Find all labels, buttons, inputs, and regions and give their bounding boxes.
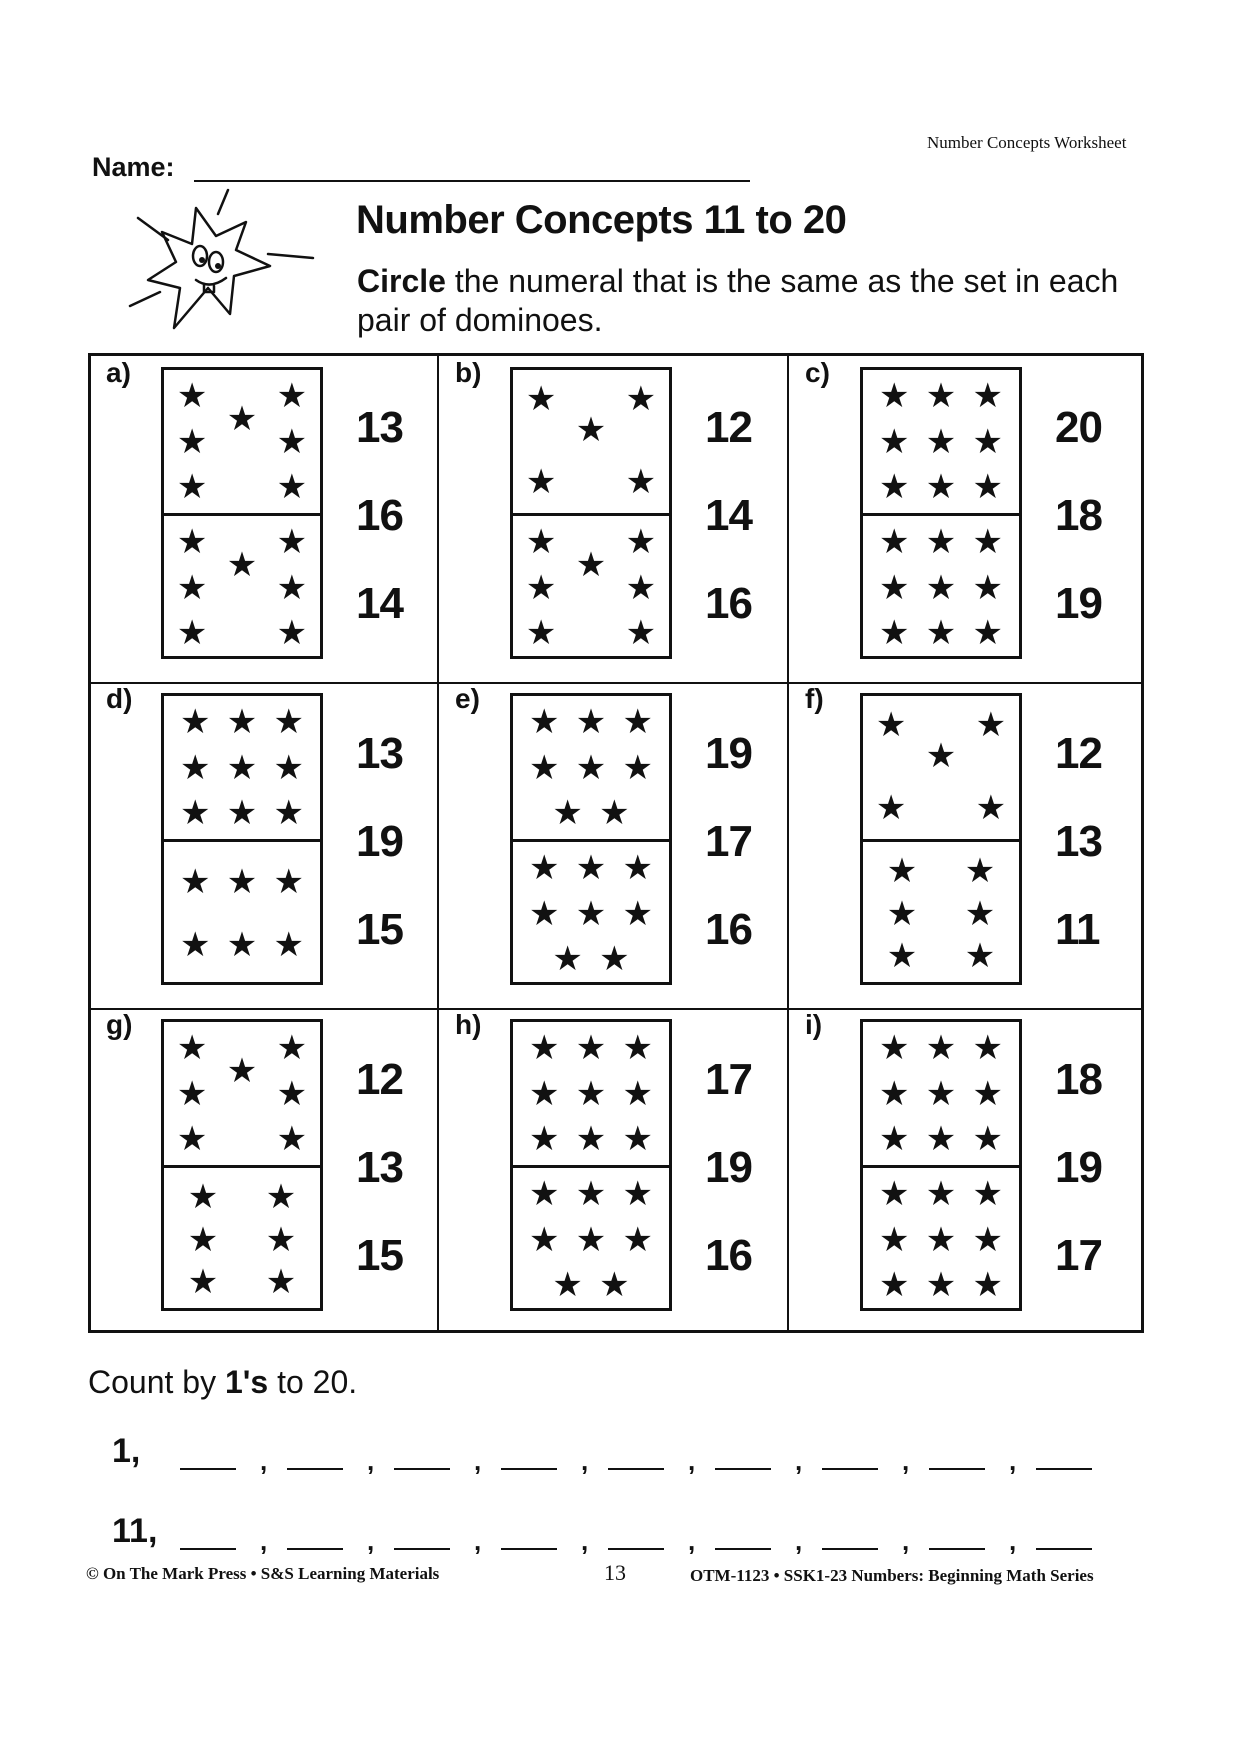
star-icon: ★ xyxy=(575,1219,607,1260)
star-icon: ★ xyxy=(226,747,258,788)
star-icon: ★ xyxy=(878,567,910,608)
page-number: 13 xyxy=(604,1560,626,1585)
domino-divider xyxy=(513,513,669,516)
problem-label: f) xyxy=(805,683,824,714)
numeral-choice[interactable]: 16 xyxy=(356,491,403,540)
star-icon: ★ xyxy=(528,847,560,888)
star-icon: ★ xyxy=(176,421,208,462)
star-icon: ★ xyxy=(265,1219,297,1260)
count-blank[interactable] xyxy=(1036,1468,1092,1470)
star-icon: ★ xyxy=(552,793,583,834)
star-icon: ★ xyxy=(276,1119,308,1160)
count-blank[interactable] xyxy=(394,1548,450,1550)
star-icon: ★ xyxy=(878,1219,910,1260)
star-icon: ★ xyxy=(925,421,957,462)
footer-publisher: © On The Mark Press • S&S Learning Materials xyxy=(86,1564,440,1583)
numeral-choice[interactable]: 14 xyxy=(705,491,752,540)
numeral-choice[interactable]: 12 xyxy=(705,403,752,452)
numeral-choice[interactable]: 19 xyxy=(356,817,403,866)
star-icon: ★ xyxy=(273,793,305,834)
star-icon: ★ xyxy=(925,1219,957,1260)
star-icon: ★ xyxy=(972,375,1004,416)
domino xyxy=(510,367,672,659)
count-blank[interactable] xyxy=(822,1468,878,1470)
star-icon: ★ xyxy=(552,1265,583,1306)
domino-divider xyxy=(863,513,1019,516)
numeral-choice[interactable]: 17 xyxy=(1055,1231,1102,1280)
star-icon: ★ xyxy=(878,613,910,654)
star-icon: ★ xyxy=(972,521,1004,562)
star-icon: ★ xyxy=(878,1073,910,1114)
star-icon: ★ xyxy=(972,1173,1004,1214)
star-icon: ★ xyxy=(925,1173,957,1214)
star-icon: ★ xyxy=(273,701,305,742)
count-comma: , xyxy=(260,1446,268,1476)
star-icon: ★ xyxy=(273,747,305,788)
star-icon: ★ xyxy=(878,521,910,562)
footer-series: OTM-1123 • SSK1-23 Numbers: Beginning Math Series xyxy=(690,1566,1094,1585)
count-blank[interactable] xyxy=(287,1548,343,1550)
star-icon: ★ xyxy=(972,1073,1004,1114)
name-label: Name: xyxy=(92,152,175,182)
star-icon: ★ xyxy=(276,1073,308,1114)
star-icon: ★ xyxy=(528,1119,560,1160)
problem-label: e) xyxy=(455,683,480,714)
count-blank[interactable] xyxy=(929,1468,985,1470)
numeral-choice[interactable]: 20 xyxy=(1055,403,1102,452)
instructions-text: the numeral that is the same as the set in each pair of dominoes. xyxy=(357,263,1119,338)
star-icon: ★ xyxy=(625,613,657,654)
star-icon: ★ xyxy=(625,378,657,419)
count-comma: , xyxy=(688,1446,696,1476)
numeral-choice[interactable]: 19 xyxy=(705,1143,752,1192)
star-icon: ★ xyxy=(622,747,654,788)
domino-divider xyxy=(164,1165,320,1168)
star-icon: ★ xyxy=(964,893,996,934)
instructions-bold: Circle xyxy=(357,263,446,299)
count-blank[interactable] xyxy=(608,1548,664,1550)
star-icon: ★ xyxy=(179,793,211,834)
domino xyxy=(161,1019,323,1311)
star-icon: ★ xyxy=(878,421,910,462)
count-row-start: 11, xyxy=(112,1512,158,1550)
worksheet-title: Number Concepts 11 to 20 xyxy=(356,198,847,242)
star-icon: ★ xyxy=(972,1119,1004,1160)
problem-label: h) xyxy=(455,1009,482,1040)
star-icon: ★ xyxy=(575,847,607,888)
grid-divider xyxy=(787,356,789,1330)
star-icon: ★ xyxy=(886,936,918,977)
star-icon: ★ xyxy=(964,936,996,977)
problem-label: g) xyxy=(106,1009,133,1040)
star-icon: ★ xyxy=(878,1027,910,1068)
numeral-choice[interactable]: 12 xyxy=(1055,729,1102,778)
star-icon: ★ xyxy=(226,544,258,585)
count-blank[interactable] xyxy=(929,1548,985,1550)
star-icon: ★ xyxy=(176,1027,208,1068)
domino xyxy=(510,1019,672,1311)
star-icon: ★ xyxy=(276,375,308,416)
star-icon: ★ xyxy=(878,375,910,416)
star-icon: ★ xyxy=(525,521,557,562)
star-icon: ★ xyxy=(622,1219,654,1260)
star-icon: ★ xyxy=(625,567,657,608)
problem-label: a) xyxy=(106,357,131,388)
numeral-choice[interactable]: 17 xyxy=(705,1055,752,1104)
count-blank[interactable] xyxy=(180,1548,236,1550)
worksheet-header-label: Number Concepts Worksheet xyxy=(927,133,1127,152)
star-icon: ★ xyxy=(575,410,607,451)
star-icon: ★ xyxy=(187,1262,219,1303)
star-icon: ★ xyxy=(625,461,657,502)
grid-divider xyxy=(91,682,1141,684)
count-comma: , xyxy=(1009,1446,1017,1476)
count-blank[interactable] xyxy=(501,1468,557,1470)
star-icon: ★ xyxy=(176,467,208,508)
star-icon: ★ xyxy=(226,1050,258,1091)
domino-divider xyxy=(164,513,320,516)
count-blank[interactable] xyxy=(501,1548,557,1550)
count-comma: , xyxy=(1009,1526,1017,1556)
numeral-choice[interactable]: 12 xyxy=(356,1055,403,1104)
name-input-line[interactable] xyxy=(194,180,750,182)
count-comma: , xyxy=(902,1526,910,1556)
domino xyxy=(510,693,672,985)
star-icon: ★ xyxy=(575,544,607,585)
count-comma: , xyxy=(581,1526,589,1556)
star-icon: ★ xyxy=(972,421,1004,462)
star-icon: ★ xyxy=(176,521,208,562)
star-icon: ★ xyxy=(622,847,654,888)
star-icon: ★ xyxy=(179,747,211,788)
problem-label: i) xyxy=(805,1009,823,1040)
count-blank[interactable] xyxy=(1036,1548,1092,1550)
count-suffix: to 20. xyxy=(268,1364,358,1400)
star-mascot-icon xyxy=(118,188,318,350)
star-icon: ★ xyxy=(528,1219,560,1260)
numeral-choice[interactable]: 15 xyxy=(356,905,403,954)
count-bold: 1's xyxy=(224,1364,269,1400)
count-comma: , xyxy=(367,1446,375,1476)
problem-label: c) xyxy=(805,357,830,388)
grid-divider xyxy=(91,1008,1141,1010)
numeral-choice[interactable]: 16 xyxy=(705,579,752,628)
star-icon: ★ xyxy=(622,893,654,934)
star-icon: ★ xyxy=(575,701,607,742)
numeral-choice[interactable]: 13 xyxy=(356,403,403,452)
domino-divider xyxy=(164,839,320,842)
count-blank[interactable] xyxy=(715,1468,771,1470)
numeral-choice[interactable]: 18 xyxy=(1055,491,1102,540)
star-icon: ★ xyxy=(276,1027,308,1068)
count-prefix: Count by xyxy=(88,1364,225,1400)
count-comma: , xyxy=(795,1526,803,1556)
star-icon: ★ xyxy=(528,701,560,742)
star-icon: ★ xyxy=(226,398,258,439)
star-icon: ★ xyxy=(176,613,208,654)
count-row-start: 1, xyxy=(112,1432,141,1470)
star-icon: ★ xyxy=(599,793,630,834)
numeral-choice[interactable]: 19 xyxy=(1055,579,1102,628)
star-icon: ★ xyxy=(975,704,1007,745)
star-icon: ★ xyxy=(878,467,910,508)
star-icon: ★ xyxy=(972,1219,1004,1260)
star-icon: ★ xyxy=(875,704,907,745)
star-icon: ★ xyxy=(176,1073,208,1114)
star-icon: ★ xyxy=(875,787,907,828)
count-blank[interactable] xyxy=(715,1548,771,1550)
star-icon: ★ xyxy=(886,850,918,891)
count-blank[interactable] xyxy=(608,1468,664,1470)
star-icon: ★ xyxy=(187,1176,219,1217)
star-icon: ★ xyxy=(179,701,211,742)
star-icon: ★ xyxy=(575,1119,607,1160)
domino xyxy=(860,1019,1022,1311)
numeral-choice[interactable]: 13 xyxy=(356,729,403,778)
star-icon: ★ xyxy=(975,787,1007,828)
domino xyxy=(161,693,323,985)
numeral-choice[interactable]: 19 xyxy=(705,729,752,778)
numeral-choice[interactable]: 16 xyxy=(705,1231,752,1280)
star-icon: ★ xyxy=(179,862,211,903)
star-icon: ★ xyxy=(925,1119,957,1160)
star-icon: ★ xyxy=(226,701,258,742)
star-icon: ★ xyxy=(972,1265,1004,1306)
star-icon: ★ xyxy=(528,1027,560,1068)
star-icon: ★ xyxy=(575,1073,607,1114)
domino-divider xyxy=(863,839,1019,842)
star-icon: ★ xyxy=(622,1073,654,1114)
star-icon: ★ xyxy=(176,375,208,416)
count-comma: , xyxy=(902,1446,910,1476)
star-icon: ★ xyxy=(599,1265,630,1306)
domino xyxy=(161,367,323,659)
star-icon: ★ xyxy=(176,1119,208,1160)
star-icon: ★ xyxy=(622,701,654,742)
count-comma: , xyxy=(474,1526,482,1556)
star-icon: ★ xyxy=(925,467,957,508)
star-icon: ★ xyxy=(575,893,607,934)
numeral-choice[interactable]: 13 xyxy=(356,1143,403,1192)
problem-label: b) xyxy=(455,357,482,388)
numeral-choice[interactable]: 19 xyxy=(1055,1143,1102,1192)
star-icon: ★ xyxy=(525,613,557,654)
count-comma: , xyxy=(474,1446,482,1476)
star-icon: ★ xyxy=(575,747,607,788)
domino xyxy=(860,367,1022,659)
count-comma: , xyxy=(367,1526,375,1556)
star-icon: ★ xyxy=(528,1173,560,1214)
star-icon: ★ xyxy=(265,1176,297,1217)
count-blank[interactable] xyxy=(822,1548,878,1550)
star-icon: ★ xyxy=(925,1265,957,1306)
star-icon: ★ xyxy=(878,1119,910,1160)
star-icon: ★ xyxy=(925,736,957,777)
count-comma: , xyxy=(581,1446,589,1476)
star-icon: ★ xyxy=(625,521,657,562)
star-icon: ★ xyxy=(276,467,308,508)
numeral-choice[interactable]: 16 xyxy=(705,905,752,954)
star-icon: ★ xyxy=(525,567,557,608)
star-icon: ★ xyxy=(622,1119,654,1160)
star-icon: ★ xyxy=(925,1027,957,1068)
count-comma: , xyxy=(260,1526,268,1556)
count-blank[interactable] xyxy=(287,1468,343,1470)
star-icon: ★ xyxy=(273,862,305,903)
star-icon: ★ xyxy=(525,461,557,502)
domino-divider xyxy=(863,1165,1019,1168)
count-comma: , xyxy=(795,1446,803,1476)
star-icon: ★ xyxy=(276,567,308,608)
count-comma: , xyxy=(688,1526,696,1556)
star-icon: ★ xyxy=(226,924,258,965)
star-icon: ★ xyxy=(575,1027,607,1068)
star-icon: ★ xyxy=(525,378,557,419)
star-icon: ★ xyxy=(276,613,308,654)
star-icon: ★ xyxy=(622,1027,654,1068)
star-icon: ★ xyxy=(226,862,258,903)
star-icon: ★ xyxy=(925,567,957,608)
count-instructions xyxy=(88,1364,357,1401)
numeral-choice[interactable]: 11 xyxy=(1055,905,1100,954)
star-icon: ★ xyxy=(972,567,1004,608)
star-icon: ★ xyxy=(528,747,560,788)
star-icon: ★ xyxy=(925,613,957,654)
star-icon: ★ xyxy=(972,1027,1004,1068)
star-icon: ★ xyxy=(972,467,1004,508)
star-icon: ★ xyxy=(276,421,308,462)
domino-divider xyxy=(513,839,669,842)
star-icon: ★ xyxy=(925,521,957,562)
star-icon: ★ xyxy=(878,1173,910,1214)
grid-divider xyxy=(437,356,439,1330)
star-icon: ★ xyxy=(528,893,560,934)
star-icon: ★ xyxy=(925,375,957,416)
numeral-choice[interactable]: 13 xyxy=(1055,817,1102,866)
star-icon: ★ xyxy=(226,793,258,834)
count-blank[interactable] xyxy=(180,1468,236,1470)
star-icon: ★ xyxy=(972,613,1004,654)
domino-divider xyxy=(513,1165,669,1168)
star-icon: ★ xyxy=(276,521,308,562)
instructions xyxy=(357,262,1147,340)
star-icon: ★ xyxy=(176,567,208,608)
star-icon: ★ xyxy=(528,1073,560,1114)
star-icon: ★ xyxy=(187,1219,219,1260)
star-icon: ★ xyxy=(878,1265,910,1306)
problem-label: d) xyxy=(106,683,133,714)
numeral-choice[interactable]: 18 xyxy=(1055,1055,1102,1104)
star-icon: ★ xyxy=(599,939,630,980)
numeral-choice[interactable]: 14 xyxy=(356,579,403,628)
domino xyxy=(860,693,1022,985)
star-icon: ★ xyxy=(552,939,583,980)
star-icon: ★ xyxy=(179,924,211,965)
star-icon: ★ xyxy=(273,924,305,965)
star-icon: ★ xyxy=(964,850,996,891)
star-icon: ★ xyxy=(886,893,918,934)
star-icon: ★ xyxy=(575,1173,607,1214)
star-icon: ★ xyxy=(925,1073,957,1114)
star-icon: ★ xyxy=(622,1173,654,1214)
star-icon: ★ xyxy=(265,1262,297,1303)
count-blank[interactable] xyxy=(394,1468,450,1470)
numeral-choice[interactable]: 15 xyxy=(356,1231,403,1280)
numeral-choice[interactable]: 17 xyxy=(705,817,752,866)
